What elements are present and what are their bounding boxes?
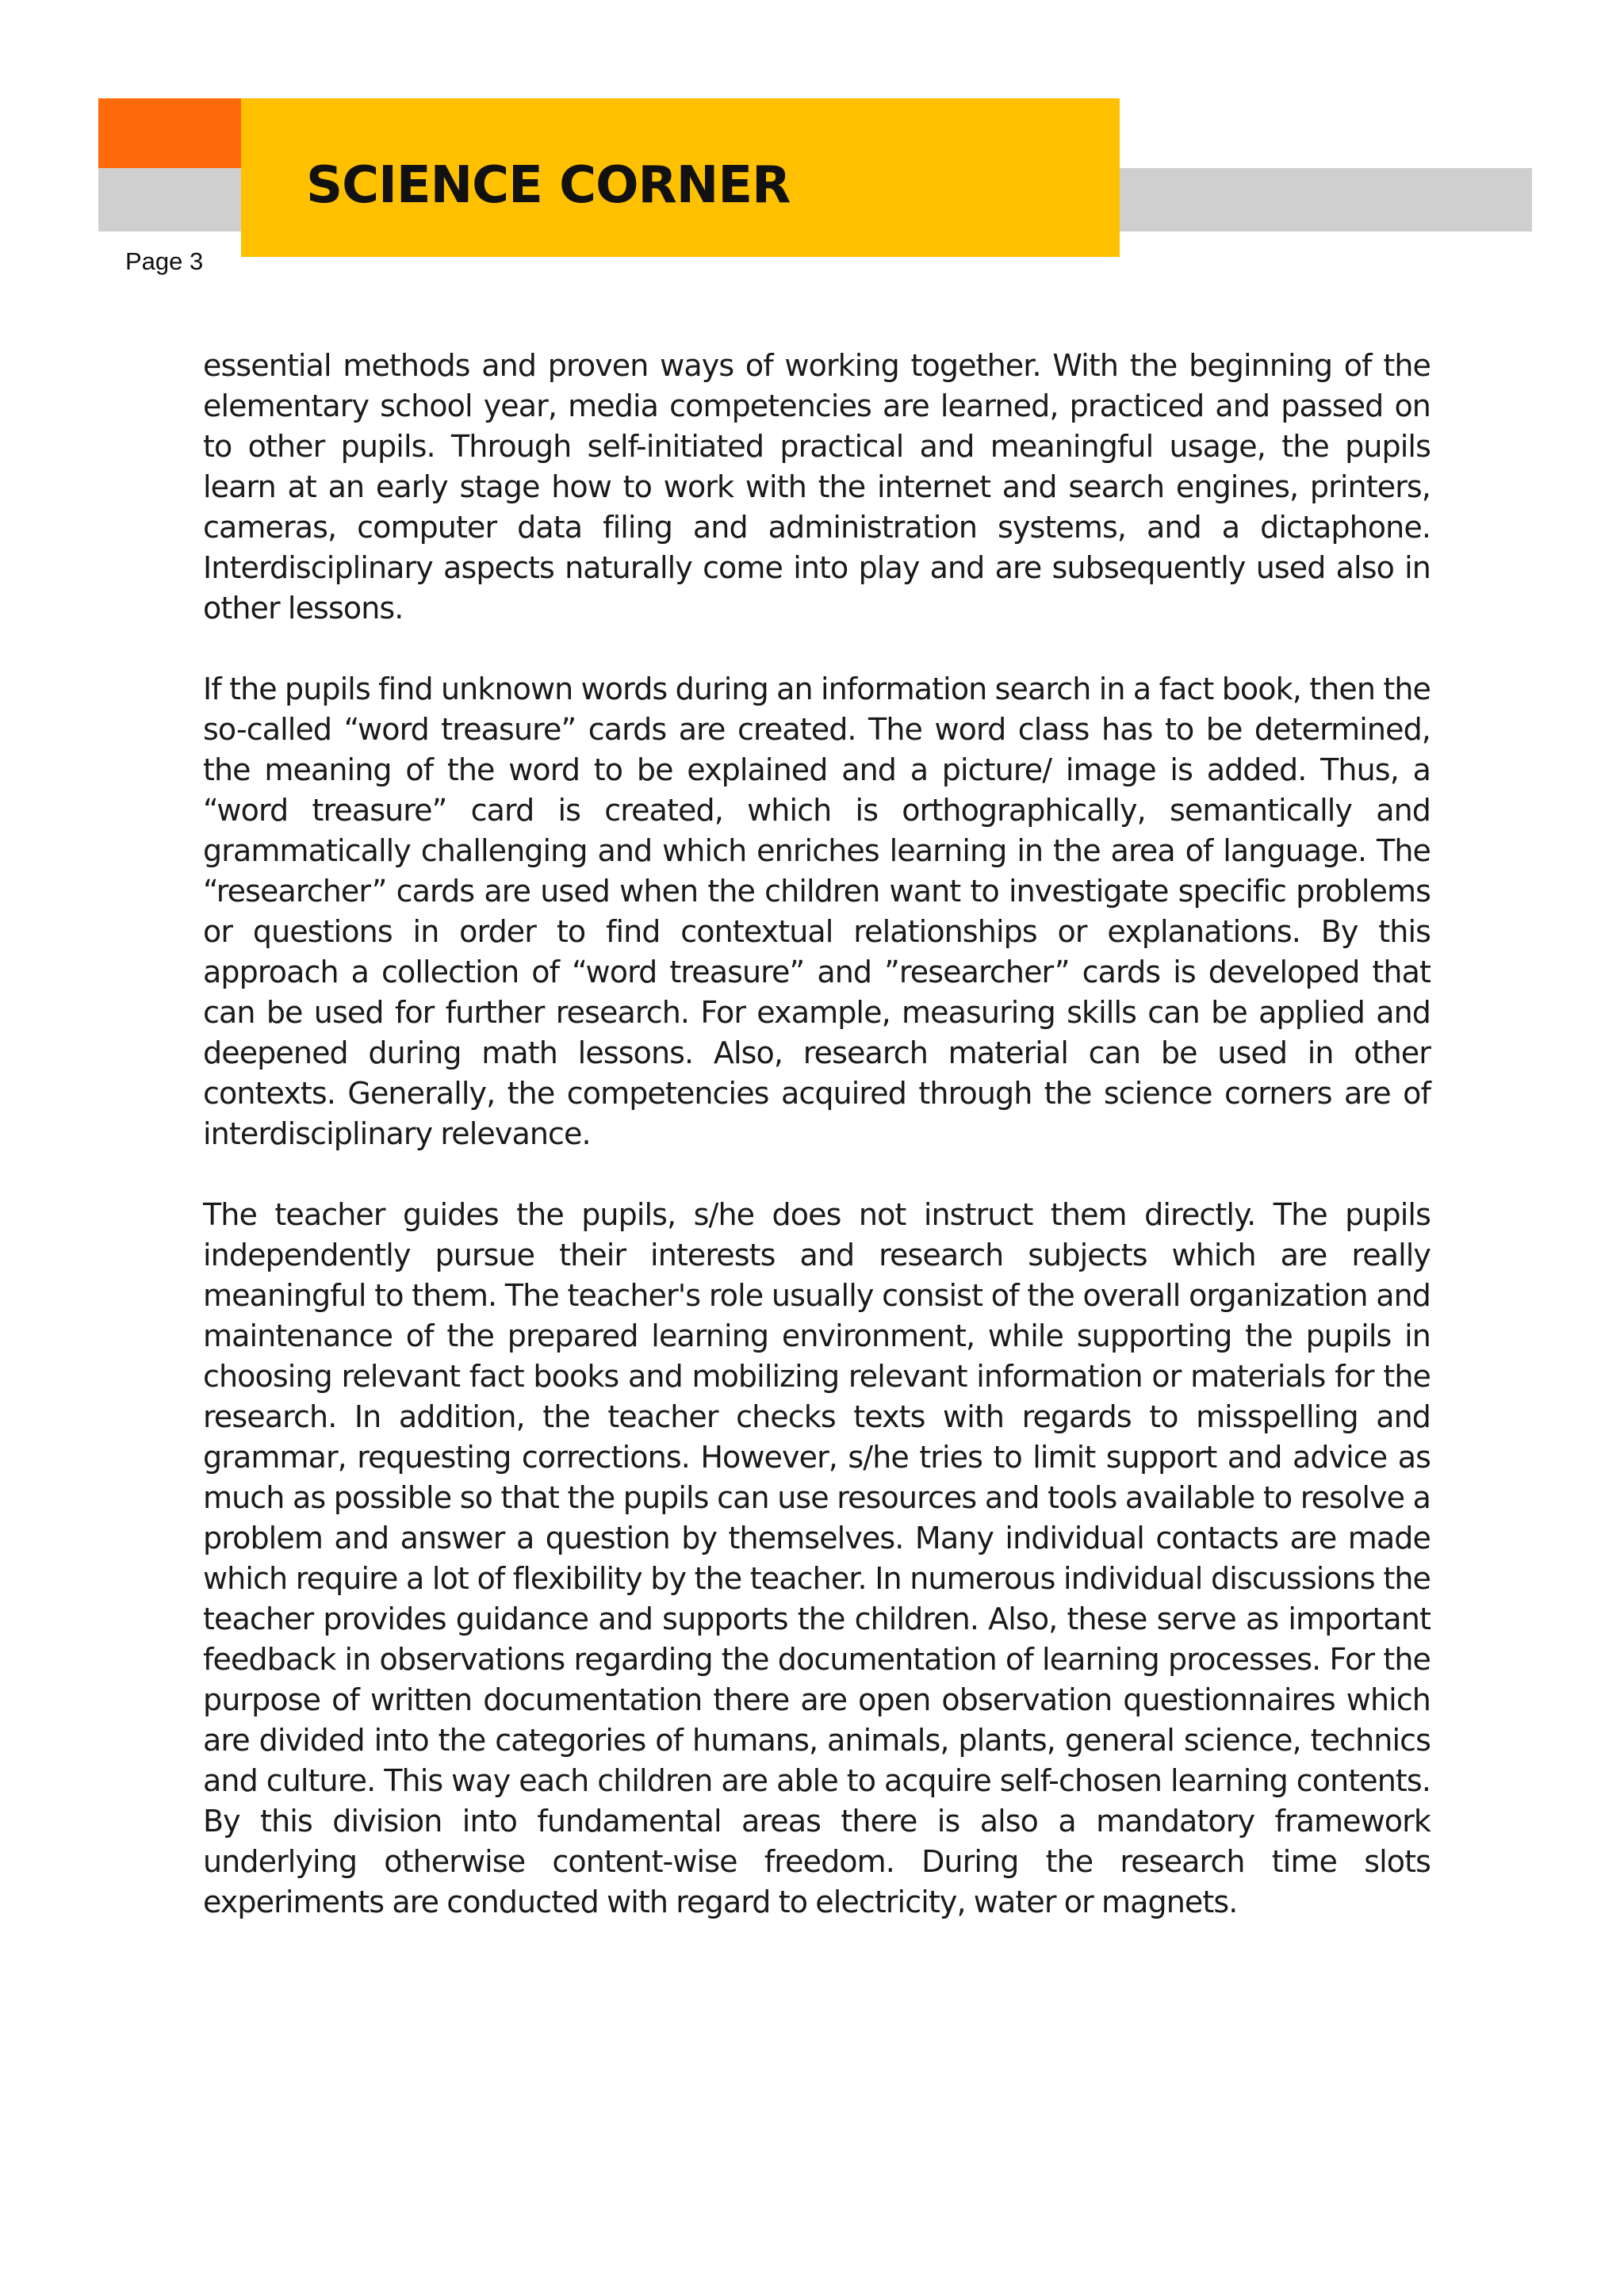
header-gray-band-right <box>1120 168 1532 232</box>
page-number: Page 3 <box>125 247 204 275</box>
page-title: SCIENCE CORNER <box>306 156 791 215</box>
body-paragraph-1: essential methods and proven ways of working together. With the beginning of the elementary school year, media competencies are learned, practiced and passed on to other pupils. Through self-initiated practical and meaningful usage, the pupils learn at an early stage how to work with the internet and search engines, printers, cameras, computer data filing and administration systems, and a dictaphone. Interdisciplinary aspects naturally come into play and are subsequently used also in other lessons. <box>203 348 1431 626</box>
body-paragraph-2: If the pupils find unknown words during an information search in a fact book, then the so-called “word treasure” cards are created. The word class has to be determined, the meaning of the word to be explained and a picture/ image is added. Thus, a “word treasure” card is created, which is orthographically, semantically and grammatically challenging and which enriches learning in the area of language. The “researcher” cards are used when the children want to investigate specific problems or questions in order to find contextual relationships or explanations. By this approach a collection of “word treasure” and ”researcher” cards is developed that can be used for further research. For example, measuring skills can be applied and deepened during math lessons. Also, research material can be used in other contexts. Generally, the competencies acquired through the science corners are of interdisciplinary relevance. <box>203 672 1431 1151</box>
body-paragraph-3: The teacher guides the pupils, s/he does not instruct them directly. The pupils independently pursue their interests and research subjects which are really meaningful to them. The teacher's role usually consist of the overall organization and maintenance of the prepared learning environment, while supporting the pupils in choosing relevant fact books and mobilizing relevant information or materials for the research. In addition, the teacher checks texts with regards to misspelling and grammar, requesting corrections. However, s/he tries to limit support and advice as much as possible so that the pupils can use resources and tools available to resolve a problem and answer a question by themselves. Many individual contacts are made which require a lot of flexibility by the teacher. In numerous individual discussions the teacher provides guidance and supports the children. Also, these serve as important feedback in observations regarding the documentation of learning processes. For the purpose of written documentation there are open observation questionnaires which are divided into the categories of humans, animals, plants, general science, technics and culture. This way each children are able to acquire self-chosen learning contents. By this division into fundamental areas there is also a mandatory framework underlying otherwise content-wise freedom. During the research time slots experiments are conducted with regard to electricity, water or magnets. <box>203 1197 1431 1919</box>
document-body <box>203 346 1431 1963</box>
header-gray-band-left <box>98 168 257 232</box>
